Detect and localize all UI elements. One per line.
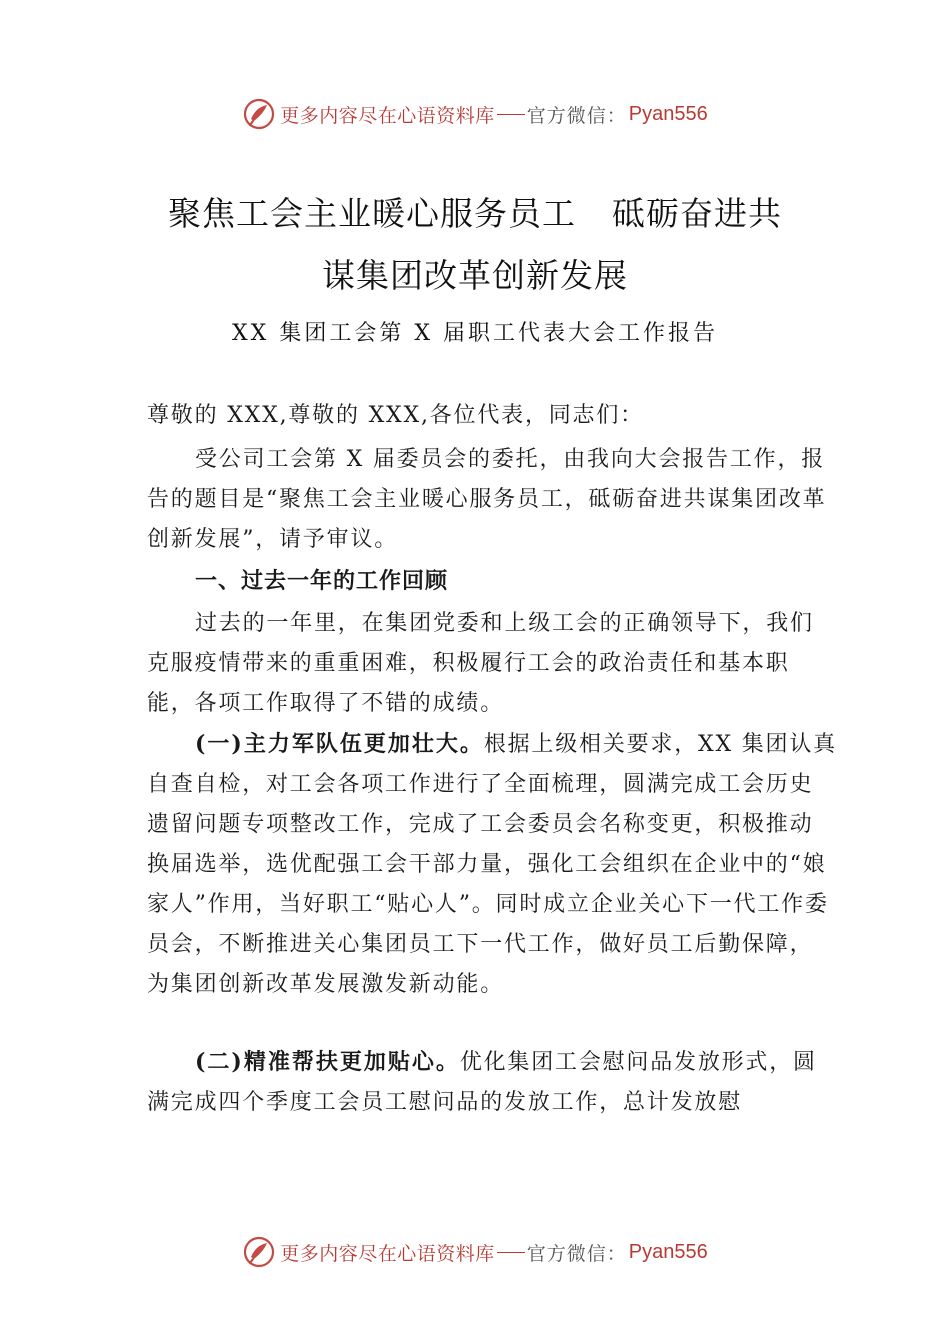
- item-2-body: 优化集团工会慰问品发放形式，圆满完成四个季度工会员工慰问品的发放工作，总计发放慰: [147, 1050, 817, 1115]
- document-subtitle: XX 集团工会第 X 届职工代表大会工作报告: [232, 321, 718, 346]
- salutation: 尊敬的 XXX,尊敬的 XXX,各位代表，同志们：: [147, 403, 644, 428]
- banner-wechat-label: 官方微信：: [526, 104, 627, 127]
- footer-brand-text: 更多内容尽在心语资料库: [280, 1242, 495, 1265]
- footer-wechat-label: 官方微信：: [526, 1242, 627, 1265]
- title-part-a: 聚焦工会主业暖心服务员工: [168, 194, 576, 233]
- paragraph-item-2: [147, 1042, 837, 1123]
- footer-wechat-id: Pyan556: [628, 1240, 708, 1263]
- paragraph-intro: 受公司工会第 X 届委员会的委托，由我向大会报告工作，报告的题目是“聚焦工会主业暖心服务员工，砥砺奋进共谋集团改革创新发展”，请予审议。: [147, 447, 827, 552]
- brush-pen-icon: [242, 1235, 276, 1269]
- document-title-line-1: [0, 188, 950, 235]
- document-title-line-2: 谋集团改革创新发展: [322, 256, 628, 295]
- brush-pen-icon: [242, 97, 276, 131]
- banner-brand-text: 更多内容尽在心语资料库: [280, 104, 495, 127]
- title-part-b: 砥砺奋进共: [612, 194, 782, 233]
- footer-divider: [497, 1252, 525, 1253]
- paragraph-review: 过去的一年里，在集团党委和上级工会的正确领导下，我们克服疫情带来的重重困难，积极履行工会的政治责任和基本职能，各项工作取得了不错的成绩。: [147, 611, 814, 716]
- item-2-lead: (二)精准帮扶更加贴心。: [195, 1049, 460, 1075]
- header-banner: [0, 94, 950, 134]
- footer-banner: [0, 1232, 950, 1272]
- paragraph-item-1: [147, 724, 837, 1005]
- banner-wechat-id: Pyan556: [628, 102, 708, 125]
- item-1-body: 根据上级相关要求，XX 集团认真自查自检，对工会各项工作进行了全面梳理，圆满完成工会历史遗留问题专项整改工作，完成了工会委员会名称变更，积极推动换届选举，选优配强工会干部力量，强化工会组织在企业中的“娘家人”作用，当好职工“贴心人”。同时成立企业关心下一代工作委员会，不断推进关心集团员工下一代工作，做好员工后勤保障，为集团创新改革发展激发新动能。: [147, 732, 837, 997]
- banner-divider: [497, 114, 525, 115]
- section-heading: 一、过去一年的工作回顾: [195, 569, 449, 594]
- item-1-lead: (一)主力军队伍更加壮大。: [195, 731, 484, 757]
